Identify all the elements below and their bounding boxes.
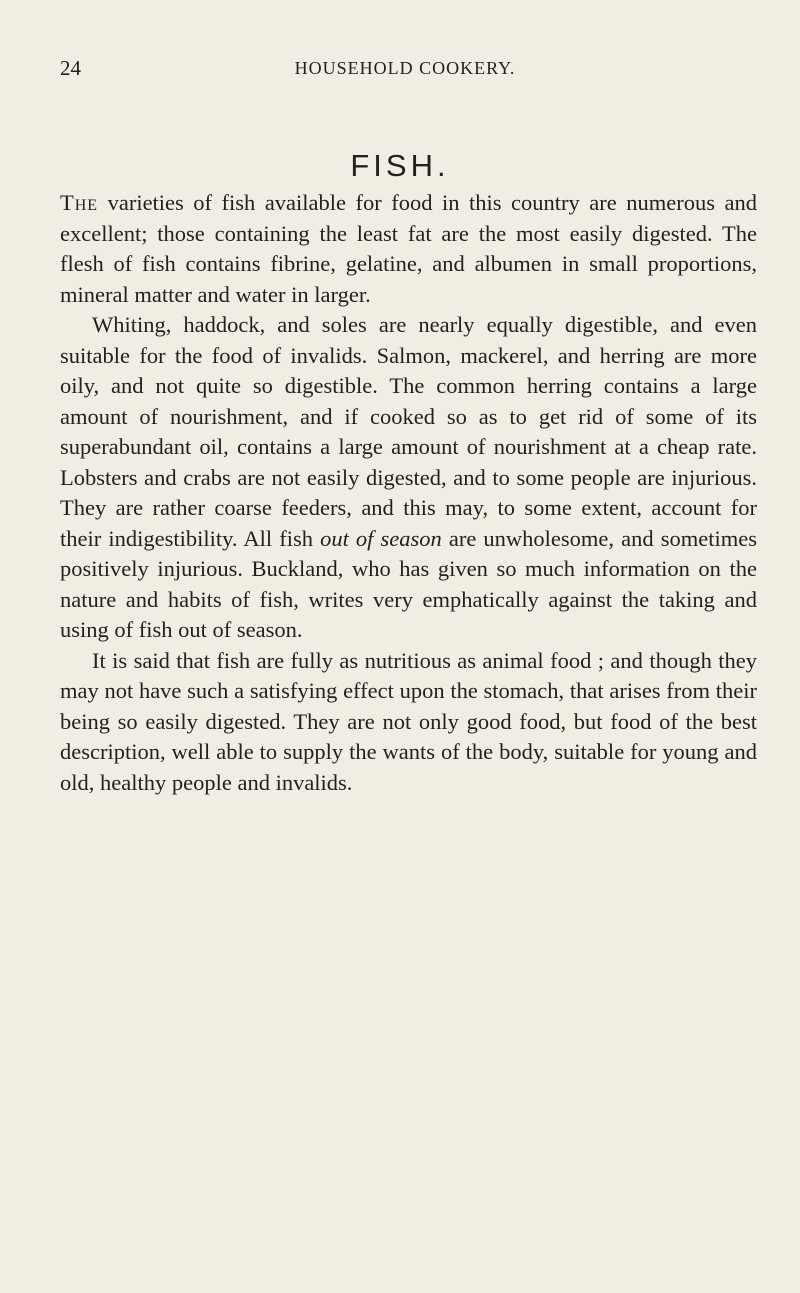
paragraph-3: It is said that fish are fully as nutritious as animal food ; and though they may not have such a satisfying effect upon the stomach, that arises from their being so easily digested. They are not only good food, but food of the best description, well able to supply the wants of the body, suitable for young and old, healthy people and invalids. [60,647,757,795]
page-number: 24 [60,56,81,80]
paragraph-2-emphasis: out of season [320,525,442,551]
paragraph-2-text-a: Whiting, haddock, and soles are nearly equally digestible, and even suitable for the food of invalids. Salmon, mackerel, and herring are more oily, and not quite so digestible. The common herring contains a large amount of nourishment, and if cooked so as to get rid of some of its superabundant oil, contains a large amount of nourishment at a cheap rate. Lobsters and crabs are not easily digested, and to some people are injurious. They are rather coarse feeders, and this may, to some extent, account for their indigestibility. All fish [60,312,757,551]
page-header [60,56,750,86]
body-text [60,188,757,798]
running-head: HOUSEHOLD COOKERY. [294,58,516,78]
paragraph-1 [60,188,757,310]
paragraph-2-text-b: are unwholesome, and sometimes positively injurious. Buckland, who has given so much information on the nature and habits of fish, writes very emphatically against the taking and using of fish out of season. [60,525,757,642]
paragraph-1-lead: The [60,190,99,215]
chapter-title: FISH. [350,148,450,183]
paragraph-2 [60,310,757,646]
paragraph-1-text: varieties of fish available for food in this country are numerous and excellent; those containing the least fat are the most easily digested. The flesh of fish contains fibrine, gelatine, and albumen in small proportions, mineral matter and water in larger. [60,190,757,307]
